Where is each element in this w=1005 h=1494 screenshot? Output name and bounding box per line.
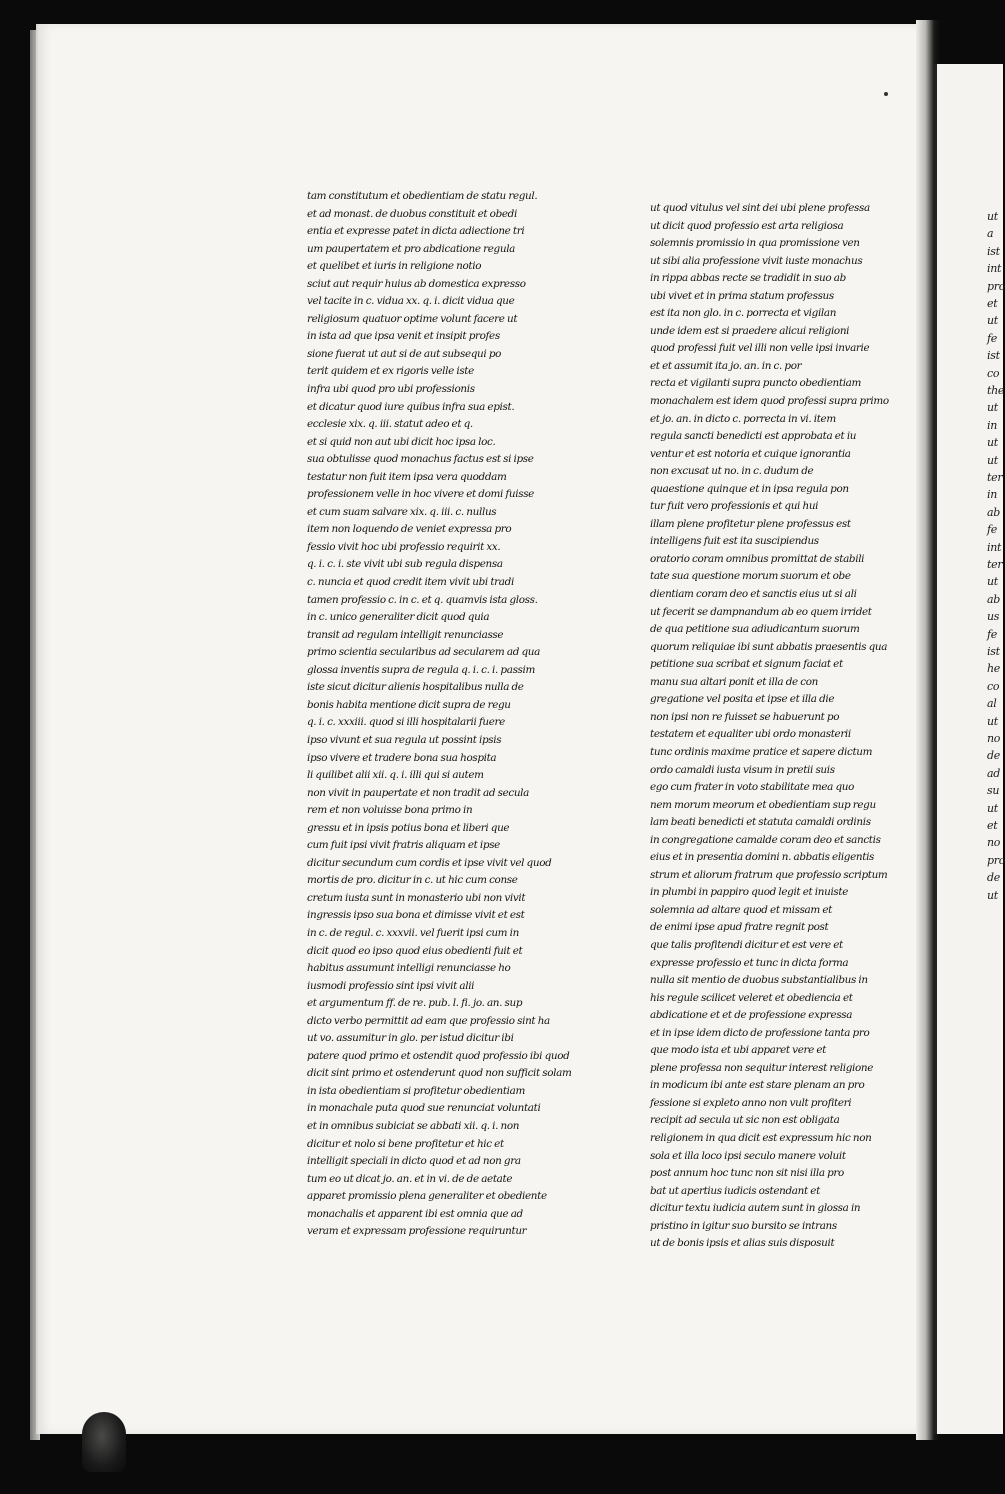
manuscript-line: plene professa non sequitur interest religione [650, 1061, 874, 1074]
manuscript-line: illam plene profitetur plene professus est [650, 517, 851, 530]
facing-page-fragment: ut [987, 801, 998, 815]
manuscript-line: q. i. c. xxxiii. quod si illi hospitalarii fuere [307, 716, 505, 729]
facing-page-fragment: us [987, 610, 1000, 624]
facing-page-fragment: no [987, 836, 1001, 850]
manuscript-line: c. nuncia et quod credit item vivit ubi tradi [307, 576, 514, 589]
manuscript-line: his regule scilicet veleret et obediencia et [650, 991, 853, 1004]
manuscript-line: et cum suam salvare xix. q. iii. c. nullus [307, 505, 497, 518]
manuscript-line: et in omnibus subiciat se abbati xii. q. i. non [307, 1119, 520, 1132]
manuscript-line: cum fuit ipsi vivit fratris aliquam et ipse [307, 839, 500, 852]
manuscript-line: apparet promissio plena generaliter et obediente [307, 1190, 547, 1203]
manuscript-line: in modicum ibi ante est stare plenam an pro [650, 1079, 865, 1092]
manuscript-line: tur fuit vero professionis et qui hui [650, 500, 819, 513]
manuscript-line: terit quidem et ex rigoris velle iste [307, 365, 474, 378]
manuscript-line: recta et vigilanti supra puncto obedientiam [650, 377, 862, 390]
manuscript-line: non vivit in paupertate et non tradit ad secula [307, 786, 530, 799]
manuscript-line: strum et aliorum fratrum que professio scriptum [650, 868, 888, 881]
manuscript-line: vel tacite in c. vidua xx. q. i. dicit vidua que [307, 295, 515, 308]
manuscript-line: et jo. an. in dicto c. porrecta in vi. item [650, 412, 836, 425]
manuscript-line: dicit quod eo ipso quod eius obedienti fuit et [307, 944, 523, 957]
manuscript-line: in monachale puta quod sue renunciat voluntati [307, 1102, 541, 1115]
manuscript-line: de qua petitione sua adiudicantum suorum [650, 623, 860, 636]
facing-page-fragment: ist [987, 349, 1000, 363]
manuscript-line: in c. unico generaliter dicit quod quia [307, 611, 490, 624]
manuscript-line: ut quod vitulus vel sint dei ubi plene professa [650, 202, 870, 214]
manuscript-line: glossa inventis supra de regula q. i. c. i. passim [307, 663, 536, 676]
manuscript-line: testatur non fuit item ipsa vera quoddam [307, 470, 507, 483]
manuscript-line: tate sua questione morum suorum et obe [650, 570, 851, 583]
thumb-shadow [82, 1412, 126, 1472]
facing-page-fragment: al [987, 697, 997, 711]
facing-page-fragment: ter [987, 558, 1003, 571]
facing-page-fragment: in [987, 418, 998, 432]
manuscript-line: ut fecerit se dampnandum ab eo quem irridet [650, 605, 872, 618]
manuscript-line: iusmodi professio sint ipsi vivit alii [307, 979, 475, 992]
manuscript-line: cretum iusta sunt in monasterio ubi non vivit [307, 891, 526, 904]
manuscript-line: manu sua altari ponit et illa de con [650, 675, 819, 688]
manuscript-line: in ista ad que ipsa venit et insipit profes [307, 330, 500, 343]
manuscript-line: solemnia ad altare quod et missam et [650, 903, 832, 916]
manuscript-line: habitus assumunt intelligi renunciasse ho [307, 962, 511, 975]
scan-background-bottom [0, 1440, 1000, 1494]
manuscript-line: nem morum meorum et obedientiam sup regu [650, 798, 876, 811]
manuscript-line: testatem et equaliter ubi ordo monasterii [650, 728, 851, 741]
facing-page-fragment: the [987, 384, 1005, 397]
manuscript-line: ut vo. assumitur in glo. per istud dicitur ibi [307, 1032, 514, 1045]
manuscript-line: in plumbi in pappiro quod legit et inuiste [650, 886, 849, 899]
facing-page-fragment: ut [987, 714, 998, 728]
manuscript-line: quaestione quinque et in ipsa regula pon [650, 482, 849, 495]
manuscript-line: recipit ad secula ut sic non est obligata [650, 1114, 840, 1127]
facing-page-fragment: int [987, 540, 1002, 554]
manuscript-line: transit ad regulam intelligit renunciasse [307, 628, 504, 641]
manuscript-line: et argumentum ff. de re. pub. l. fi. jo. an. sup [307, 997, 523, 1010]
facing-page-fragment: et [987, 819, 998, 832]
facing-page-fragment: he [987, 662, 1000, 676]
facing-page-fragment: ab [987, 592, 1000, 606]
manuscript-line: dicitur secundum cum cordis et ipse vivit vel quod [307, 856, 552, 869]
manuscript-line: et dicatur quod iure quibus infra sua epist. [307, 400, 515, 413]
manuscript-line: bonis habita mentione dicit supra de regu [307, 698, 511, 711]
manuscript-line: ingressis ipso sua bona et dimisse vivit et est [307, 909, 525, 922]
manuscript-line: dicitur et nolo si bene profitetur et hic et [307, 1137, 504, 1150]
manuscript-line: ecclesie xix. q. iii. statut adeo et q. [307, 418, 473, 431]
manuscript-line: dientiam coram deo et sanctis eius ut si ali [650, 588, 857, 601]
manuscript-line: unde idem est si praedere alicui religioni [650, 324, 850, 337]
manuscript-line: que modo ista et ubi apparet vere et [650, 1044, 826, 1057]
manuscript-line: infra ubi quod pro ubi professionis [307, 383, 475, 396]
facing-page-fragment: ist [987, 645, 1000, 658]
manuscript-line: et si quid non aut ubi dicit hoc ipsa loc. [307, 435, 496, 448]
manuscript-line: monachalis et apparent ibi est omnia que ad [307, 1207, 523, 1220]
manuscript-line: patere quod primo et ostendit quod professio ibi quod [307, 1049, 570, 1062]
facing-page-fragment: ut [987, 436, 998, 450]
manuscript-line: tum eo ut dicat jo. an. et in vi. de de aetate [307, 1172, 513, 1185]
manuscript-line: non ipsi non re fuisset se habuerunt po [650, 710, 840, 723]
facing-page-fragment: co [987, 679, 1000, 693]
facing-page-fragment: ut [987, 401, 998, 415]
manuscript-line: oratorio coram omnibus promittat de stabili [650, 552, 865, 565]
facing-page-fragment: ut [987, 575, 998, 589]
manuscript-line: sua obtulisse quod monachus factus est si ipse [307, 453, 534, 466]
manuscript-line: et quelibet et iuris in religione notio [307, 260, 482, 273]
manuscript-line: fessio vivit hoc ubi professio requirit xx. [307, 540, 501, 553]
manuscript-line: ipso vivunt et sua regula ut possint ipsis [307, 733, 502, 746]
manuscript-line: entia et expresse patet in dicta adiectione tri [307, 225, 525, 238]
manuscript-line: mortis de pro. dicitur in c. ut hic cum conse [307, 874, 518, 887]
manuscript-line: ubi vivet et in prima statum professus [650, 289, 834, 302]
manuscript-line: nulla sit mentio de duobus substantialibus in [650, 974, 868, 987]
facing-page-fragment: a [987, 227, 994, 241]
manuscript-line: tunc ordinis maxime pratice et sapere dictum [650, 745, 873, 758]
facing-page-fragment: de [987, 749, 1000, 763]
facing-page-fragment: de [987, 871, 1000, 885]
facing-page-fragment: ut [987, 453, 998, 467]
manuscript-line: pristino in igitur suo bursito se intrans [650, 1219, 837, 1232]
manuscript-line: sione fuerat ut aut si de aut subsequi po [307, 347, 502, 360]
manuscript-line: et ad monast. de duobus constituit et obedi [307, 207, 517, 220]
manuscript-line: item non loquendo de veniet expressa pro [307, 523, 512, 536]
manuscript-line: et in ipse idem dicto de professione tanta pro [650, 1026, 870, 1039]
manuscript-line: dicto verbo permittit ad eam que professio sint ha [307, 1014, 550, 1027]
manuscript-line: ventur et est notoria et cuique ignorantia [650, 447, 851, 460]
facing-page-fragment: pro [987, 853, 1005, 867]
manuscript-line: quorum reliquiae ibi sunt abbatis praesentis qua [650, 640, 888, 653]
manuscript-line: expresse professio et tunc in dicta forma [650, 956, 849, 969]
left-text-column [307, 188, 597, 1241]
manuscript-line: est ita non glo. in c. porrecta et vigilan [650, 307, 837, 320]
facing-page-fragment: ab [987, 505, 1000, 519]
manuscript-line: in rippa abbas recte se tradidit in suo ab [650, 272, 846, 285]
manuscript-line: q. i. c. i. ste vivit ubi sub regula dispensa [307, 558, 503, 571]
manuscript-line: regula sancti benedicti est approbata et iu [650, 430, 857, 443]
manuscript-line: monachalem est idem quod professi supra primo [650, 395, 889, 408]
ink-speck [884, 92, 888, 96]
facing-page-fragment: pro [987, 279, 1005, 293]
manuscript-line: ut de bonis ipsis et alias suis disposuit [650, 1237, 835, 1250]
manuscript-line: bat ut apertius iudicis ostendant et [650, 1184, 820, 1197]
manuscript-line: gregatione vel posita et ipse et illa die [650, 693, 835, 706]
manuscript-line: lam beati benedicti et statuta camaldi ordinis [650, 816, 871, 829]
manuscript-line: religionem in qua dicit est expressum hic non [650, 1131, 872, 1144]
facing-page-fragment: co [987, 366, 1000, 380]
manuscript-line: et et assumit ita jo. an. in c. por [650, 359, 802, 372]
manuscript-line: veram et expressam professione requiruntur [307, 1225, 527, 1238]
right-text-column [650, 200, 900, 1253]
manuscript-line: petitione sua scribat et signum faciat et [650, 658, 843, 671]
manuscript-line: intelligit speciali in dicto quod et ad non gra [307, 1155, 521, 1168]
facing-page-fragment: in [987, 488, 998, 502]
manuscript-line: non excusat ut no. in c. dudum de [650, 465, 814, 478]
facing-page-fragment: su [987, 784, 1000, 798]
facing-page-edge [934, 64, 1003, 1434]
manuscript-line: abdicatione et et de professione expressa [650, 1009, 853, 1022]
manuscript-line: dicit sint primo et ostenderunt quod non sufficit solam [307, 1067, 572, 1080]
manuscript-line: primo scientia secularibus ad secularem ad qua [307, 646, 540, 659]
manuscript-line: que talis profitendi dicitur et est vere et [650, 938, 843, 951]
manuscript-line: gressu et in ipsis potius bona et liberi que [307, 821, 510, 834]
facing-page-fragment: ut [987, 210, 998, 223]
manuscript-line: professionem velle in hoc vivere et domi fuisse [307, 488, 534, 501]
manuscript-line: in c. de regul. c. xxxvii. vel fuerit ipsi cum in [307, 926, 519, 939]
manuscript-line: tamen professio c. in c. et q. quamvis ista gloss. [307, 593, 538, 606]
manuscript-line: eius et in presentia domini n. abbatis eligentis [650, 851, 875, 864]
manuscript-line: li quilibet alii xii. q. i. illi qui si autem [307, 769, 484, 782]
manuscript-line: sciut aut requir huius ab domestica expresso [307, 277, 526, 290]
manuscript-line: tam constitutum et obedientiam de statu regul. [307, 190, 538, 202]
manuscript-line: rem et non voluisse bona primo in [307, 804, 473, 817]
facing-page-fragment: ter [987, 471, 1003, 484]
manuscript-line: solemnis promissio in qua promissione ven [650, 237, 860, 250]
manuscript-line: de enimi ipse apud fratre regnit post [650, 921, 829, 934]
manuscript-line: dicitur textu iudicia autem sunt in glossa in [650, 1202, 861, 1215]
manuscript-line: sola et illa loco ipsi seculo manere voluit [650, 1149, 846, 1162]
manuscript-line: fessione si expleto anno non vult profiteri [650, 1096, 852, 1109]
manuscript-line: ipso vivere et tradere bona sua hospita [307, 751, 497, 764]
manuscript-line: religiosum quatuor optime volunt facere ut [307, 312, 518, 325]
manuscript-line: um paupertatem et pro abdicatione regula [307, 242, 516, 255]
facing-page-fragment: fe [987, 331, 997, 345]
facing-page-fragment: ad [987, 766, 1000, 780]
manuscript-line: ego cum frater in voto stabilitate mea quo [650, 781, 855, 794]
facing-page-fragment: int [987, 262, 1002, 276]
manuscript-line: ordo camaldi iusta visum in pretii suis [650, 763, 835, 776]
manuscript-line: iste sicut dicitur alienis hospitalibus nulla de [307, 681, 524, 694]
manuscript-line: post annum hoc tunc non sit nisi illa pro [650, 1167, 844, 1180]
facing-page-fragment: fe [987, 627, 997, 641]
manuscript-line: ut sibi alia professione vivit iuste monachus [650, 254, 863, 267]
facing-page-fragment: et [987, 297, 998, 310]
manuscript-line: ut dicit quod professio est arta religiosa [650, 219, 844, 232]
facing-page-fragment: ut [987, 314, 998, 328]
manuscript-line: in ista obedientiam si profitetur obedientiam [307, 1084, 526, 1097]
facing-page-fragment: fe [987, 523, 997, 537]
facing-page-fragment: ist [987, 244, 1000, 258]
manuscript-line: in congregatione camalde coram deo et sanctis [650, 833, 881, 846]
manuscript-line: intelligens fuit est ita suscipiendus [650, 535, 819, 548]
facing-page-fragment: no [987, 732, 1001, 745]
manuscript-line: quod professi fuit vel illi non velle ipsi invarie [650, 342, 870, 355]
facing-page-fragment: ut [987, 888, 998, 902]
